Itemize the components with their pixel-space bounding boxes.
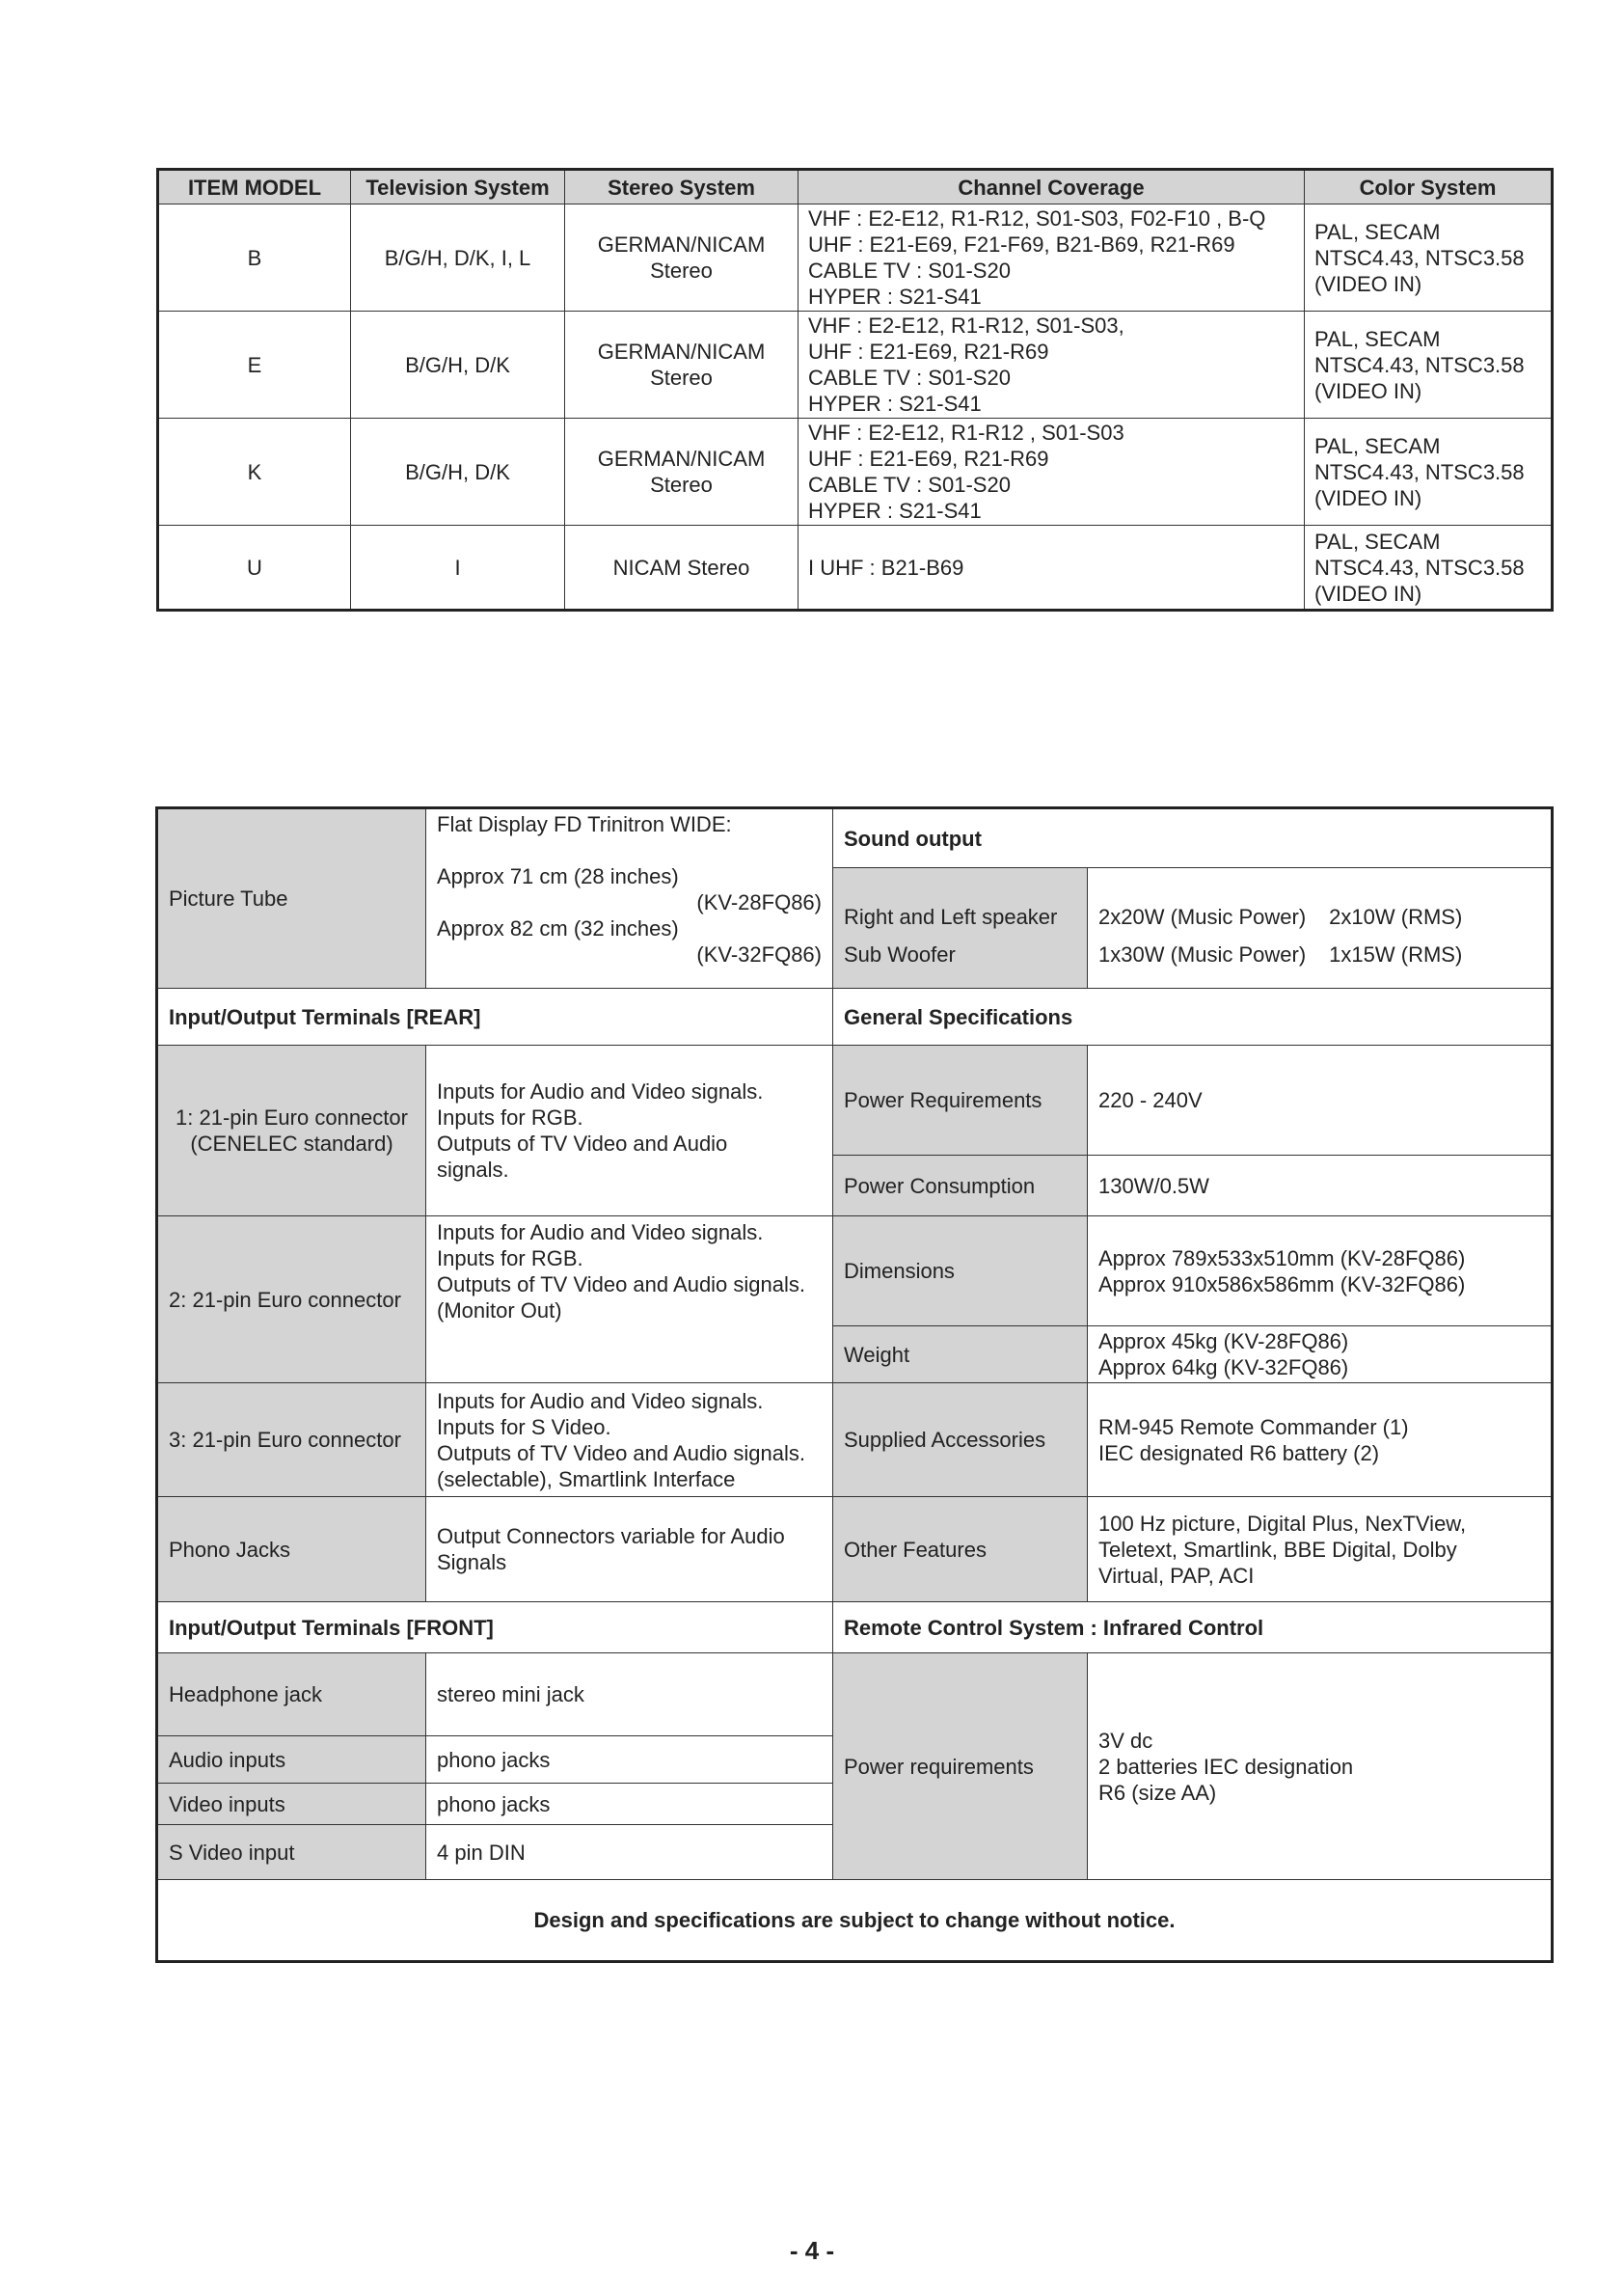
header-television-system: Television System [351,170,565,205]
channel-line: HYPER : S21-S41 [808,392,982,416]
specifications-notice: Design and specifications are subject to change without notice. [157,1880,1553,1962]
euro-connector-1-desc-line: Inputs for Audio and Video signals. [437,1079,764,1104]
spec-row [157,808,1553,868]
euro-connector-2-desc-line: Outputs of TV Video and Audio signals. [437,1272,806,1296]
stereo-line: Stereo [650,259,713,283]
stereo-line: GERMAN/NICAM [597,340,766,364]
color-line: NTSC4.43, NTSC3.58 [1314,555,1525,580]
picture-tube-line: Approx 82 cm (32 inches) [437,916,679,941]
dimensions-label: Dimensions [833,1216,1088,1326]
sound-output-header: Sound output [833,808,1553,868]
stereo-cell [565,205,798,312]
euro-connector-2-desc-line: (Monitor Out) [437,1298,562,1323]
model-row-k [158,419,1553,526]
color-line: (VIDEO IN) [1314,378,1422,403]
stereo-line: GERMAN/NICAM [597,447,766,471]
header-stereo-system: Stereo System [565,170,798,205]
channel-coverage-cell [798,419,1305,526]
spec-row [157,1383,1553,1497]
color-system-cell [1305,312,1553,419]
weight-line: Approx 45kg (KV-28FQ86) [1098,1329,1349,1353]
dimensions-line: Approx 910x586x586mm (KV-32FQ86) [1098,1271,1466,1296]
picture-tube-line: (KV-28FQ86) [696,890,822,914]
color-line: PAL, SECAM [1314,433,1441,458]
stereo-line: Stereo [650,473,713,497]
color-line: PAL, SECAM [1314,326,1441,351]
channel-line: HYPER : S21-S41 [808,285,982,309]
dimensions-value [1088,1216,1553,1326]
color-line: NTSC4.43, NTSC3.58 [1314,352,1525,377]
page-number: - 4 - [789,2236,835,2265]
power-requirements-value: 220 - 240V [1088,1046,1553,1156]
s-video-input-value: 4 pin DIN [426,1825,833,1880]
remote-power-label: Power requirements [833,1653,1088,1880]
weight-line: Approx 64kg (KV-32FQ86) [1098,1355,1349,1379]
specifications-table [155,806,1554,1963]
sub-woofer-label: Sub Woofer [833,936,1088,989]
power-consumption-label: Power Consumption [833,1156,1088,1216]
tv-system-cell: I [351,526,565,611]
channel-line: CABLE TV : S01-S20 [808,473,1011,497]
model-table-header-row [158,170,1553,205]
rl-music-power: 2x20W (Music Power) [1098,904,1307,929]
spec-row [157,1602,1553,1653]
euro-connector-3-desc-line: Inputs for Audio and Video signals. [437,1388,764,1413]
remote-control-header: Remote Control System : Infrared Control [833,1602,1553,1653]
model-row-e [158,312,1553,419]
model-cell: U [158,526,351,611]
picture-tube-value [426,808,833,989]
stereo-line: NICAM Stereo [612,555,750,580]
headphone-jack-value: stereo mini jack [426,1653,833,1736]
channel-line: CABLE TV : S01-S20 [808,259,1011,283]
euro-connector-2-label: 2: 21-pin Euro connector [157,1216,426,1383]
spec-row [157,1046,1553,1156]
other-features-line: 100 Hz picture, Digital Plus, NexTView, [1098,1511,1467,1536]
s-video-input-label: S Video input [157,1825,426,1880]
sub-rms-power: 1x15W (RMS) [1329,941,1463,967]
right-left-speaker-value [1088,868,1553,936]
color-line: NTSC4.43, NTSC3.58 [1314,245,1525,270]
color-line: PAL, SECAM [1314,529,1441,554]
remote-power-line: R6 (size AA) [1098,1780,1217,1805]
weight-value [1088,1326,1553,1383]
stereo-line: GERMAN/NICAM [597,232,766,257]
euro-connector-1-line: (CENELEC standard) [190,1132,393,1156]
header-channel-coverage: Channel Coverage [798,170,1305,205]
euro-connector-3-desc-line: (selectable), Smartlink Interface [437,1466,736,1491]
channel-line: I UHF : B21-B69 [808,555,964,580]
stereo-cell [565,312,798,419]
channel-line: VHF : E2-E12, R1-R12, S01-S03, [808,314,1124,338]
euro-connector-3-desc-line: Inputs for S Video. [437,1414,611,1439]
remote-power-line: 2 batteries IEC designation [1098,1754,1354,1779]
picture-tube-line: Approx 71 cm (28 inches) [437,864,679,888]
euro-connector-1-line: 1: 21-pin Euro connector [176,1105,408,1130]
euro-connector-2-desc-line: Inputs for RGB. [437,1246,583,1270]
euro-connector-1-desc-line: signals. [437,1158,509,1182]
tv-system-cell: B/G/H, D/K [351,419,565,526]
video-inputs-value: phono jacks [426,1784,833,1825]
front-terminals-header: Input/Output Terminals [FRONT] [157,1602,833,1653]
supplied-accessories-label: Supplied Accessories [833,1383,1088,1497]
euro-connector-3-label: 3: 21-pin Euro connector [157,1383,426,1497]
accessories-line: IEC designated R6 battery (2) [1098,1440,1380,1465]
model-cell: E [158,312,351,419]
euro-connector-1-desc [426,1046,833,1216]
color-line: (VIDEO IN) [1314,485,1422,510]
picture-tube-line: (KV-32FQ86) [696,942,822,967]
color-line: (VIDEO IN) [1314,581,1422,606]
euro-connector-1-desc-line: Outputs of TV Video and Audio [437,1132,728,1156]
tv-system-cell: B/G/H, D/K [351,312,565,419]
model-row-b [158,205,1553,312]
picture-tube-line: Flat Display FD Trinitron WIDE: [437,812,732,836]
channel-line: UHF : E21-E69, F21-F69, B21-B69, R21-R69 [808,232,1235,257]
other-features-value [1088,1497,1553,1602]
channel-line: UHF : E21-E69, R21-R69 [808,340,1049,364]
rl-rms-power: 2x10W (RMS) [1329,904,1463,929]
stereo-cell [565,526,798,611]
audio-inputs-label: Audio inputs [157,1736,426,1784]
euro-connector-1-label [157,1046,426,1216]
phono-jacks-desc [426,1497,833,1602]
channel-line: VHF : E2-E12, R1-R12, S01-S03, F02-F10 , B-Q [808,206,1266,231]
spec-row [157,1216,1553,1326]
sub-music-power: 1x30W (Music Power) [1098,941,1307,967]
euro-connector-1-desc-line: Inputs for RGB. [437,1105,583,1130]
color-system-cell [1305,205,1553,312]
euro-connector-2-desc [426,1216,833,1383]
color-line: NTSC4.43, NTSC3.58 [1314,459,1525,484]
headphone-jack-label: Headphone jack [157,1653,426,1736]
channel-line: UHF : E21-E69, R21-R69 [808,447,1049,471]
model-cell: K [158,419,351,526]
model-row-u [158,526,1553,611]
color-system-cell [1305,526,1553,611]
header-item-model: ITEM MODEL [158,170,351,205]
euro-connector-2-desc-line: Inputs for Audio and Video signals. [437,1220,764,1244]
phono-jacks-desc-line: Signals [437,1550,507,1574]
other-features-line: Teletext, Smartlink, BBE Digital, Dolby [1098,1537,1457,1562]
channel-coverage-cell [798,526,1305,611]
audio-inputs-value: phono jacks [426,1736,833,1784]
power-requirements-label: Power Requirements [833,1046,1088,1156]
right-left-speaker-label: Right and Left speaker [833,868,1088,936]
channel-line: HYPER : S21-S41 [808,499,982,523]
channel-coverage-cell [798,205,1305,312]
spec-row [157,1497,1553,1602]
picture-tube-label: Picture Tube [157,808,426,989]
euro-connector-3-desc-line: Outputs of TV Video and Audio signals. [437,1440,806,1465]
other-features-line: Virtual, PAP, ACI [1098,1563,1255,1588]
other-features-label: Other Features [833,1497,1088,1602]
remote-power-value [1088,1653,1553,1880]
spec-row [157,1653,1553,1736]
dimensions-line: Approx 789x533x510mm (KV-28FQ86) [1098,1245,1466,1270]
tv-system-cell: B/G/H, D/K, I, L [351,205,565,312]
rear-terminals-header: Input/Output Terminals [REAR] [157,989,833,1046]
color-line: PAL, SECAM [1314,219,1441,244]
stereo-cell [565,419,798,526]
accessories-line: RM-945 Remote Commander (1) [1098,1414,1409,1439]
header-color-system: Color System [1305,170,1553,205]
stereo-line: Stereo [650,366,713,390]
model-table [156,168,1554,612]
sub-woofer-value [1088,936,1553,989]
model-cell: B [158,205,351,312]
phono-jacks-label: Phono Jacks [157,1497,426,1602]
general-specs-header: General Specifications [833,989,1553,1046]
color-system-cell [1305,419,1553,526]
weight-label: Weight [833,1326,1088,1383]
spec-row [157,1880,1553,1962]
power-consumption-value: 130W/0.5W [1088,1156,1553,1216]
remote-power-line: 3V dc [1098,1728,1153,1753]
video-inputs-label: Video inputs [157,1784,426,1825]
euro-connector-3-desc [426,1383,833,1497]
channel-line: VHF : E2-E12, R1-R12 , S01-S03 [808,421,1124,445]
color-line: (VIDEO IN) [1314,271,1422,296]
channel-line: CABLE TV : S01-S20 [808,366,1011,390]
phono-jacks-desc-line: Output Connectors variable for Audio [437,1524,785,1548]
supplied-accessories-value [1088,1383,1553,1497]
channel-coverage-cell [798,312,1305,419]
spec-row [157,989,1553,1046]
